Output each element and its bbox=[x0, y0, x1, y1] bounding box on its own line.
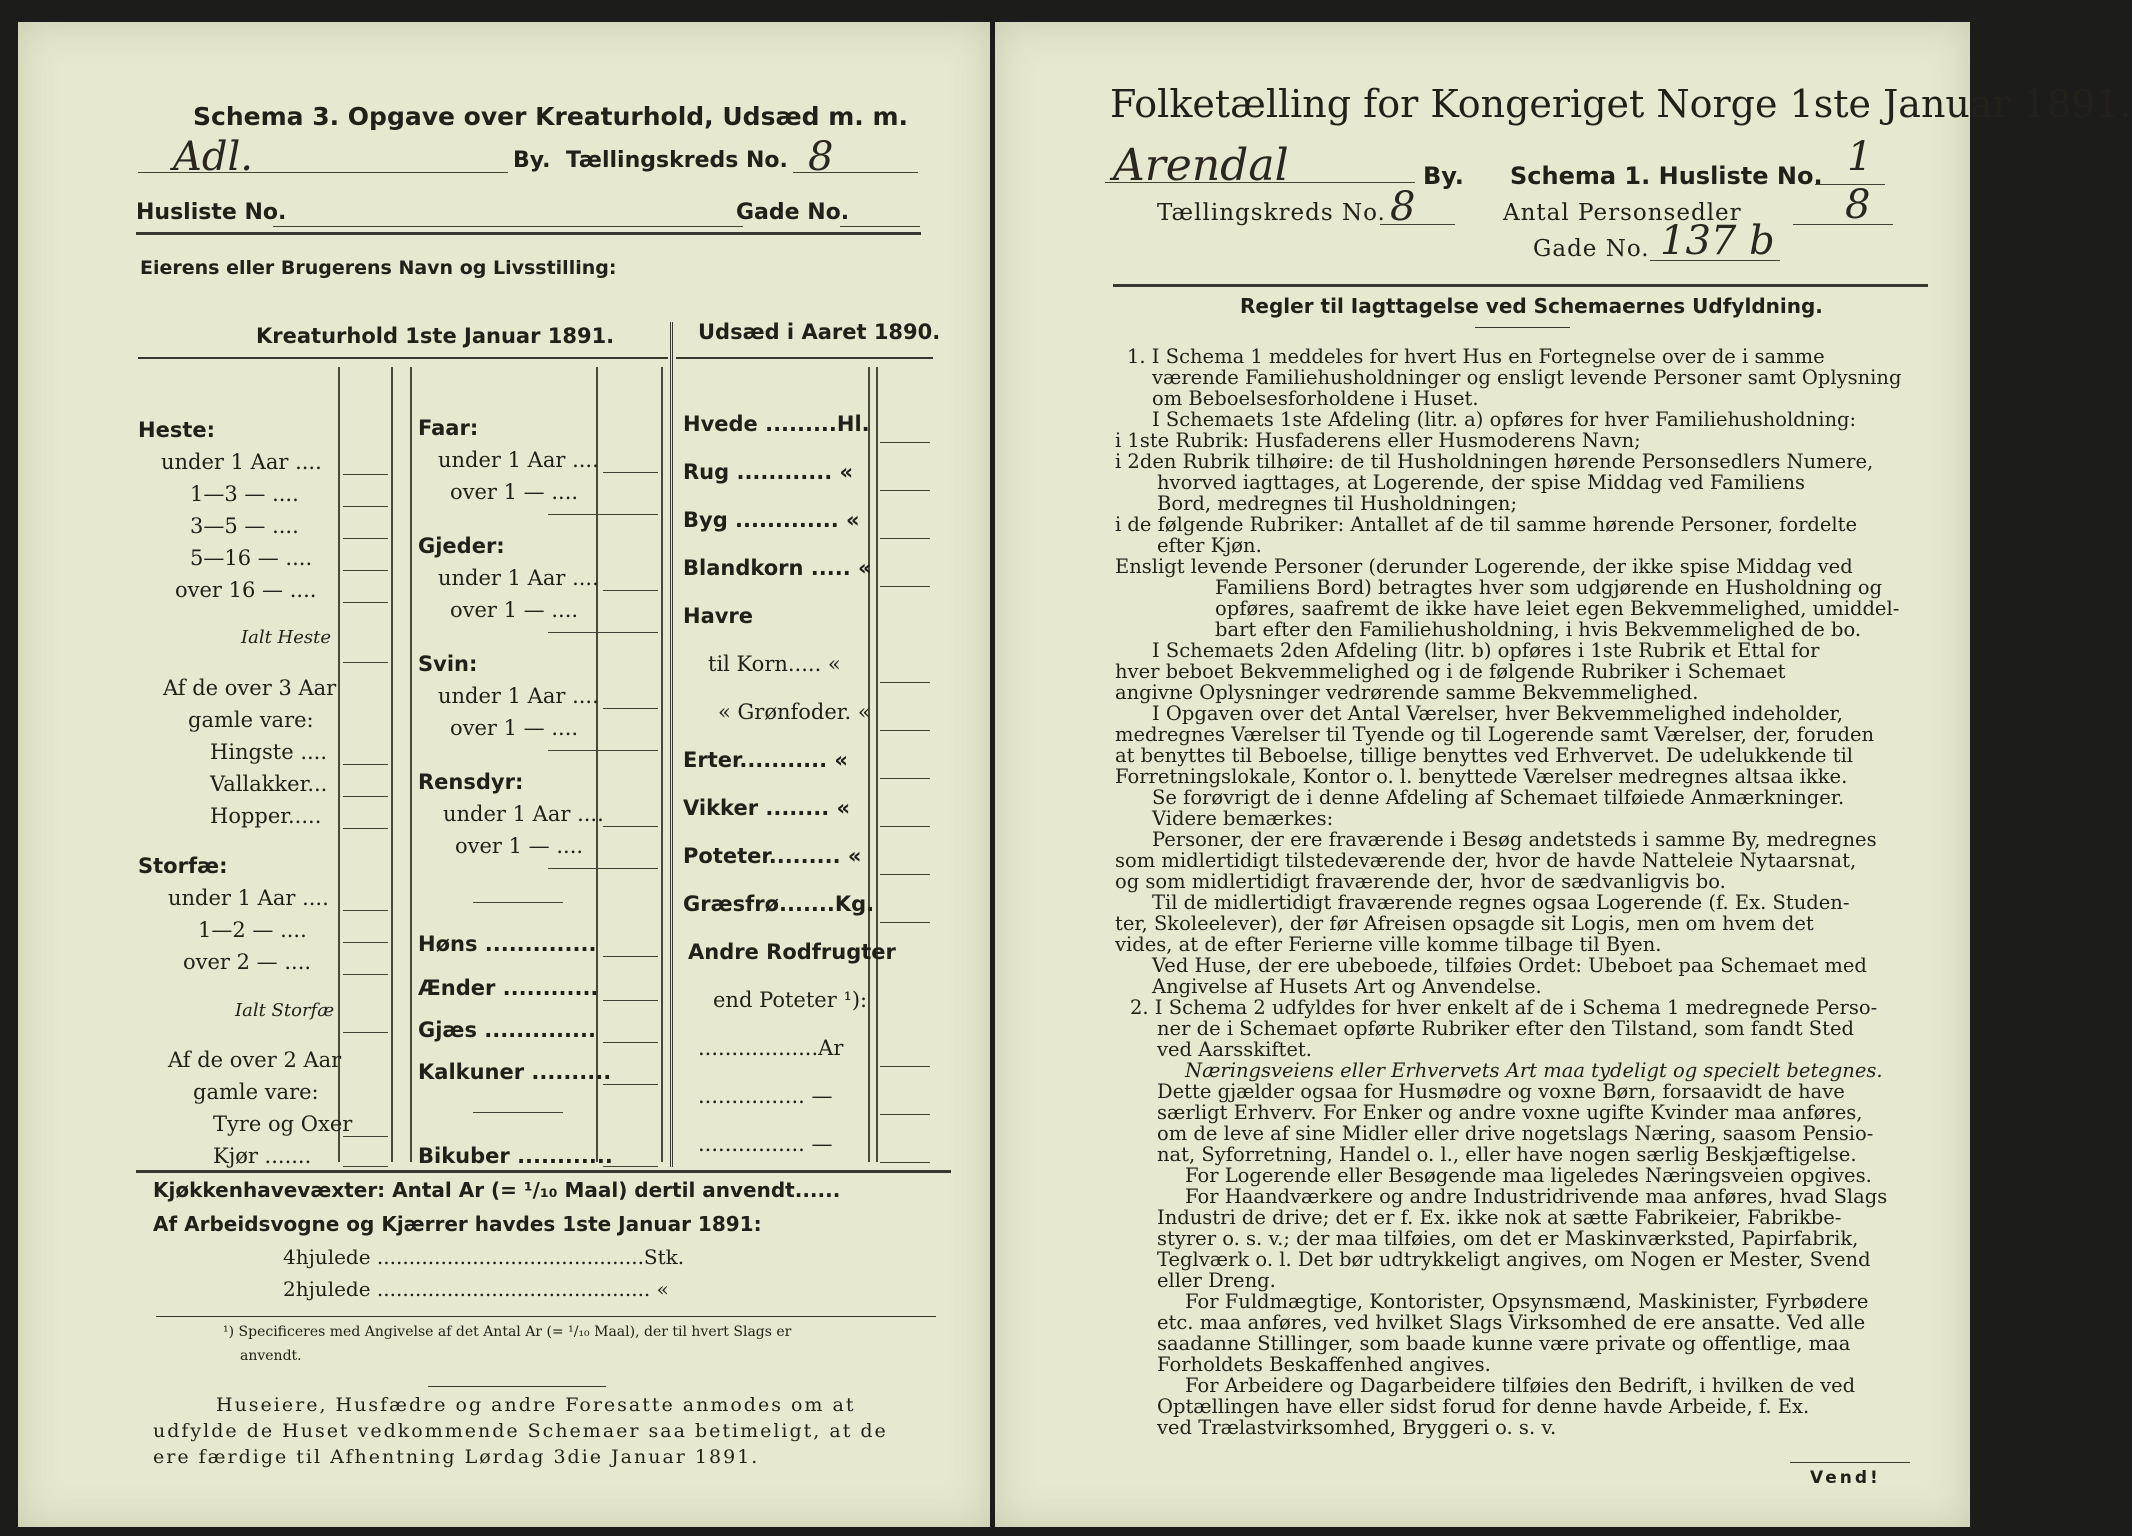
col1-row: Storfæ: bbox=[138, 854, 228, 878]
col2-row: Bikuber ............ bbox=[418, 1144, 613, 1168]
rule-line: som midlertidigt tilstedeværende der, hvor de havde Natteleie Nytaarsnat, bbox=[1115, 849, 1857, 872]
col1-row: Heste: bbox=[138, 418, 215, 442]
col2-row: Gjæs .............. bbox=[418, 1018, 596, 1042]
rule-line: særligt Erhverv. For Enker og andre voxne ugifte Kvinder maa anføres, bbox=[1157, 1101, 1863, 1124]
wheel2-row: 2hjulede ........................................... « bbox=[283, 1277, 669, 1301]
handwritten-husliste: 1 bbox=[1847, 134, 1873, 180]
rule-line: om de leve af sine Midler eller drive nogetslags Næring, saasom Pensio- bbox=[1157, 1122, 1874, 1145]
rule-line: hvorved iagttages, at Logerende, der spise Middag ved Familiens bbox=[1157, 471, 1806, 494]
col1-row: Hopper..... bbox=[210, 804, 322, 828]
husliste-label: Husliste No. bbox=[136, 200, 287, 225]
col2-row: under 1 Aar .... bbox=[438, 448, 599, 472]
rule-line: etc. maa anføres, ved hvilket Slags Virksomhed de ere ansatte. Ved alle bbox=[1157, 1311, 1866, 1334]
col3-row: Vikker ........ « bbox=[683, 796, 851, 820]
rule-line: Familiens Bord) betragtes hver som udgjørende en Husholdning og bbox=[1215, 576, 1883, 599]
vend-label: Vend! bbox=[1810, 1468, 1881, 1488]
rule-line: styrer o. s. v.; der maa tilføies, om det er Maskinværksted, Papirfabrik, bbox=[1157, 1227, 1859, 1250]
rule-line: eller Dreng. bbox=[1157, 1269, 1276, 1292]
handwritten-town: Adl. bbox=[173, 134, 253, 180]
col2-row: under 1 Aar .... bbox=[443, 802, 604, 826]
col2-row: over 1 — .... bbox=[450, 716, 579, 740]
col3-row: ..................Ar bbox=[698, 1036, 844, 1060]
rule-line: I Opgaven over det Antal Værelser, hver Bekvemmelighed indeholder, bbox=[1152, 702, 1843, 725]
rule-line: angivne Oplysninger vedrørende samme Bekvemmelighed. bbox=[1115, 681, 1699, 704]
wheel4-row: 4hjulede ..........................................Stk. bbox=[283, 1245, 685, 1269]
col1-row: gamle vare: bbox=[188, 708, 314, 732]
col1-row: 1—2 — .... bbox=[198, 918, 307, 942]
closing-line1: Huseiere, Husfædre og andre Foresatte anmodes om at bbox=[216, 1394, 856, 1416]
col3-row: Erter........... « bbox=[683, 748, 848, 772]
col3-row: Poteter......... « bbox=[683, 844, 862, 868]
col3-row: Andre Rodfrugter bbox=[688, 940, 896, 964]
col2-row: Svin: bbox=[418, 652, 478, 676]
col3-row: til Korn..... « bbox=[708, 652, 841, 676]
rule-line: For Haandværkere og andre Industridrivende maa anføres, hvad Slags bbox=[1185, 1185, 1888, 1208]
by-label: By. bbox=[1423, 162, 1464, 190]
wagons-label: Af Arbeidsvogne og Kjærrer havdes 1ste Januar 1891: bbox=[153, 1212, 762, 1236]
rule-line: Personer, der ere fraværende i Besøg andetsteds i samme By, medregnes bbox=[1152, 828, 1877, 851]
rule-line: at benyttes til Beboelse, tillige benyttes ved Erhvervet. De udelukkende til bbox=[1115, 744, 1854, 767]
col2-row: Ænder ............ bbox=[418, 976, 599, 1000]
rule-line: For Logerende eller Besøgende maa ligeledes Næringsveien opgives. bbox=[1185, 1164, 1872, 1187]
col1-row: Vallakker... bbox=[210, 772, 328, 796]
col2-row: over 1 — .... bbox=[450, 480, 579, 504]
col3-row: ................ — bbox=[698, 1132, 833, 1156]
rule-line: Industri de drive; det er f. Ex. ikke nok at sætte Fabrikeier, Fabrikbe- bbox=[1157, 1206, 1842, 1229]
col3-row: Rug ............ « bbox=[683, 460, 854, 484]
by-label: By. bbox=[513, 148, 551, 173]
owner-label: Eierens eller Brugerens Navn og Livsstilling: bbox=[140, 257, 617, 279]
rule-line: Næringsveiens eller Erhvervets Art maa tydeligt og specielt betegnes. bbox=[1185, 1059, 1883, 1082]
col1-row: Ialt Storfæ bbox=[235, 1000, 335, 1021]
footnote-line2: anvendt. bbox=[240, 1348, 302, 1364]
gade-label: Gade No. bbox=[1533, 236, 1650, 262]
col1-row: Kjør ....... bbox=[213, 1144, 312, 1168]
rule-line: Dette gjælder ogsaa for Husmødre og voxne Børn, forsaavidt de have bbox=[1157, 1080, 1845, 1103]
col3-row: Blandkorn ..... « bbox=[683, 556, 872, 580]
col1-row: Ialt Heste bbox=[241, 627, 332, 648]
col1-row: Af de over 3 Aar bbox=[163, 676, 337, 700]
rule-line: I Schemaets 1ste Afdeling (litr. a) opføres for hver Familiehusholdning: bbox=[1152, 408, 1857, 431]
rule-line: Forretningslokale, Kontor o. l. benyttede Værelser medregnes altsaa ikke. bbox=[1115, 765, 1848, 788]
col2-row: Faar: bbox=[418, 416, 479, 440]
col1-row: 3—5 — .... bbox=[190, 514, 299, 538]
rule-line: efter Kjøn. bbox=[1157, 534, 1262, 557]
handwritten-town: Arendal bbox=[1113, 140, 1289, 191]
col3-row: end Poteter ¹): bbox=[713, 988, 868, 1012]
rule-line: i 1ste Rubrik: Husfaderens eller Husmoderens Navn; bbox=[1115, 429, 1641, 452]
gade-label: Gade No. bbox=[736, 200, 850, 225]
rule-line: Ved Huse, der ere ubeboede, tilføies Ordet: Ubeboet paa Schemaet med bbox=[1152, 954, 1867, 977]
col2-row: over 1 — .... bbox=[455, 834, 584, 858]
col3-row: « Grønfoder. « bbox=[718, 700, 871, 724]
col2-row: over 1 — .... bbox=[450, 598, 579, 622]
rule-line: ter, Skoleelever), der før Afreisen opsagde sit Logis, men om hvem det bbox=[1115, 912, 1814, 935]
col1-row: 5—16 — .... bbox=[190, 546, 313, 570]
rule-line: om Beboelsesforholdene i Huset. bbox=[1152, 387, 1479, 410]
rule-line: medregnes Værelser til Tyende og til Logerende samt Værelser, der, foruden bbox=[1115, 723, 1875, 746]
rule-line: i 2den Rubrik tilhøire: de til Husholdningen hørende Personsedlers Numere, bbox=[1115, 450, 1874, 473]
rule-line: Forholdets Beskaffenhed angives. bbox=[1157, 1353, 1491, 1376]
col2-row: Gjeder: bbox=[418, 534, 505, 558]
col1-row: Hingste .... bbox=[210, 740, 328, 764]
schema3-title: Schema 3. Opgave over Kreaturhold, Udsæd m. m. bbox=[193, 102, 909, 131]
col3-row: Hvede .........Hl. bbox=[683, 412, 870, 436]
footnote-line1: ¹) Specificeres med Angivelse af det Antal Ar (= ¹/₁₀ Maal), der til hvert Slags er bbox=[223, 1324, 792, 1340]
livestock-header: Kreaturhold 1ste Januar 1891. bbox=[256, 324, 615, 348]
rule-line: Optællingen have eller sidst forud for denne havde Arbeide, f. Ex. bbox=[1157, 1395, 1810, 1418]
rule-line: hver beboet Bekvemmelighed og i de følgende Rubriker i Schemaet bbox=[1115, 660, 1786, 683]
rule-line: nat, Syforretning, Handel o. l., eller have nogen særlig Beskjæftigelse. bbox=[1157, 1143, 1857, 1166]
rule-line: saadanne Stillinger, som baade kunne være private og offentlige, maa bbox=[1157, 1332, 1851, 1355]
rule-line: opføres, saafremt de ikke have leiet egen Bekvemmelighed, umiddel- bbox=[1215, 597, 1900, 620]
col2-row: under 1 Aar .... bbox=[438, 684, 599, 708]
rule-line: ved Trælastvirksomhed, Bryggeri o. s. v. bbox=[1157, 1416, 1557, 1439]
rules-title: Regler til Iagttagelse ved Schemaernes Udfyldning. bbox=[1240, 294, 1823, 318]
col1-row: Tyre og Oxer bbox=[213, 1112, 353, 1136]
col2-row: Rensdyr: bbox=[418, 770, 524, 794]
handwritten-kreds: 8 bbox=[1390, 184, 1416, 230]
rule-line: For Arbeidere og Dagarbeidere tilføies den Bedrift, i hvilken de ved bbox=[1185, 1374, 1856, 1397]
closing-line2: udfylde de Huset vedkommende Schemaer saa betimeligt, at de bbox=[153, 1420, 888, 1442]
rule-line: ner de i Schemaet opførte Rubriker efter den Tilstand, som fandt Sted bbox=[1157, 1017, 1854, 1040]
col3-row: Havre bbox=[683, 604, 754, 628]
rule-line: Videre bemærkes: bbox=[1152, 807, 1334, 830]
handwritten-person: 8 bbox=[1845, 182, 1871, 228]
right-page bbox=[995, 22, 2132, 1527]
seed-header: Udsæd i Aaret 1890. bbox=[698, 320, 941, 344]
col1-row: gamle vare: bbox=[193, 1080, 319, 1104]
person-label: Antal Personsedler bbox=[1503, 200, 1742, 226]
handwritten-gade: 137 b bbox=[1660, 218, 1775, 264]
rule-line: Se forøvrigt de i denne Afdeling af Schemaet tilføiede Anmærkninger. bbox=[1152, 786, 1845, 809]
rule-line: Til de midlertidigt fraværende regnes ogsaa Logerende (f. Ex. Studen- bbox=[1152, 891, 1850, 914]
rule-line: bart efter den Familiehusholdning, i hvis Bekvemmelighed de bo. bbox=[1215, 618, 1862, 641]
col3-row: Byg ............. « bbox=[683, 508, 860, 532]
col2-row: under 1 Aar .... bbox=[438, 566, 599, 590]
census-title: Folketælling for Kongeriget Norge 1ste Januar 1891. bbox=[1110, 82, 2132, 126]
rule-line: 2. I Schema 2 udfyldes for hver enkelt af de i Schema 1 medregnede Perso- bbox=[1130, 996, 1878, 1019]
rule-line: vides, at de efter Ferierne ville komme tilbage til Byen. bbox=[1115, 933, 1662, 956]
kreds-label: Tællingskreds No. bbox=[566, 148, 788, 173]
rule-line: Bord, medregnes til Husholdningen; bbox=[1157, 492, 1518, 515]
left-page bbox=[18, 22, 990, 1527]
rule-line: 1. I Schema 1 meddeles for hvert Hus en Fortegnelse over de i samme bbox=[1127, 345, 1825, 368]
col1-row: over 16 — .... bbox=[175, 578, 317, 602]
rule-line: Teglværk o. l. Det bør udtrykkeligt angives, om Nogen er Mester, Svend bbox=[1157, 1248, 1871, 1271]
col1-row: under 1 Aar .... bbox=[168, 886, 329, 910]
rule-line: i de følgende Rubriker: Antallet af de til samme hørende Personer, fordelte bbox=[1115, 513, 1858, 536]
rule-line: og som midlertidigt fraværende der, hvor de sædvanligvis bo. bbox=[1115, 870, 1726, 893]
rule-line: ved Aarsskiftet. bbox=[1157, 1038, 1312, 1061]
rule-line: værende Familiehusholdninger og ensligt levende Personer samt Oplysning bbox=[1152, 366, 1902, 389]
kitchen-garden: Kjøkkenhavevæxter: Antal Ar (= ¹/₁₀ Maal) dertil anvendt...... bbox=[153, 1178, 841, 1202]
col1-row: Af de over 2 Aar bbox=[168, 1048, 342, 1072]
rule-line: For Fuldmægtige, Kontorister, Opsynsmænd, Maskinister, Fyrbødere bbox=[1185, 1290, 1869, 1313]
schema-husliste-label: Schema 1. Husliste No. bbox=[1510, 162, 1823, 190]
closing-line3: ere færdige til Afhentning Lørdag 3die Januar 1891. bbox=[153, 1446, 760, 1468]
col1-row: 1—3 — .... bbox=[190, 482, 299, 506]
rule-line: Ensligt levende Personer (derunder Logerende, der ikke spise Middag ved bbox=[1115, 555, 1853, 578]
kreds-label: Tællingskreds No. bbox=[1157, 200, 1386, 226]
rule-line: Angivelse af Husets Art og Anvendelse. bbox=[1152, 975, 1542, 998]
col1-row: over 2 — .... bbox=[183, 950, 312, 974]
col2-row: Høns .............. bbox=[418, 932, 597, 956]
handwritten-kreds: 8 bbox=[808, 134, 834, 180]
col1-row: under 1 Aar .... bbox=[161, 450, 322, 474]
rule-line: I Schemaets 2den Afdeling (litr. b) opføres i 1ste Rubrik et Ettal for bbox=[1152, 639, 1820, 662]
col3-row: ................ — bbox=[698, 1084, 833, 1108]
col3-row: Græsfrø.......Kg. bbox=[683, 892, 875, 916]
col2-row: Kalkuner .......... bbox=[418, 1060, 612, 1084]
